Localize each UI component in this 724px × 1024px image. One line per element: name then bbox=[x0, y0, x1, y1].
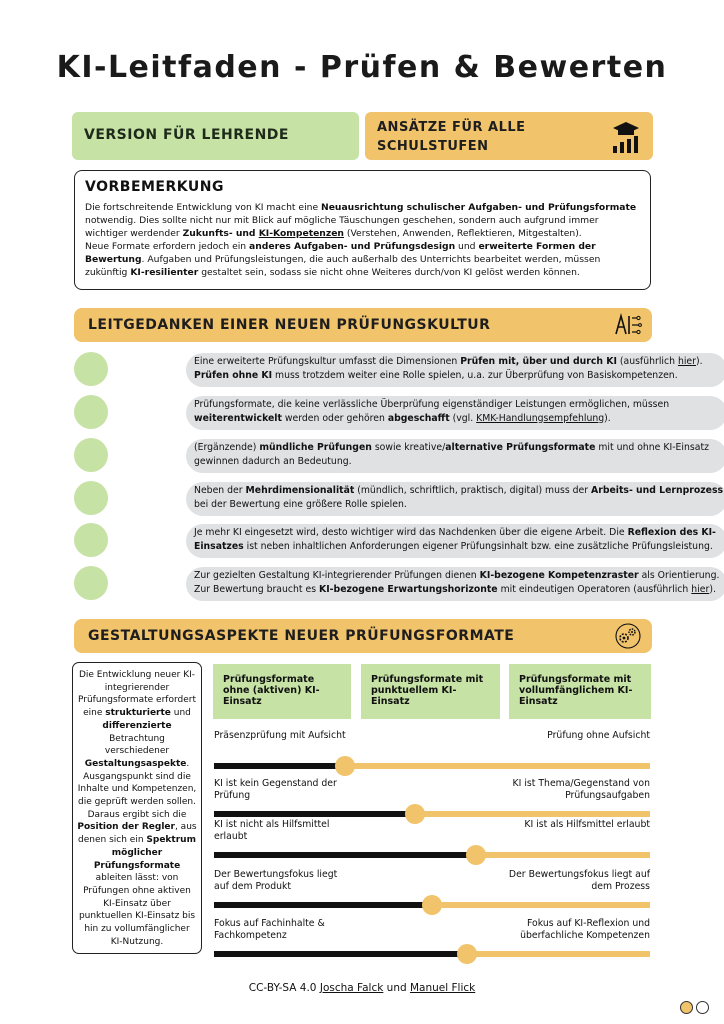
kmk-link[interactable]: KMK-Handlungsempfehlung bbox=[476, 412, 605, 424]
slider-fill bbox=[214, 852, 476, 858]
scope-tag bbox=[365, 112, 653, 160]
slider-left-label: Präsenzprüfung mit Aufsicht bbox=[214, 730, 346, 741]
scope-label: ANSÄTZE FÜR ALLE SCHULSTUFEN bbox=[377, 120, 526, 154]
column-header-partial-ai: Prüfungsformate mit punktuellem KI-Einsatz bbox=[361, 664, 500, 719]
preface-heading: VORBEMERKUNG bbox=[85, 179, 224, 195]
guideline-item bbox=[74, 438, 709, 472]
guideline-text: (Ergänzende) mündliche Prüfungen sowie kreative/alternative Prüfungsformate mit und ohne KI-Einsatz gewinnen dadurch an Bedeutung. bbox=[194, 442, 709, 467]
slider-row bbox=[214, 819, 650, 869]
slider-right-label: Der Bewertungsfokus liegt auf dem Prozess bbox=[508, 869, 650, 892]
slider-right-label: Prüfung ohne Aufsicht bbox=[547, 730, 650, 741]
page-indicator bbox=[680, 999, 712, 1018]
page-dot[interactable] bbox=[696, 1001, 709, 1014]
slider-fill bbox=[214, 951, 467, 957]
ki-kompetenzen-link[interactable]: KI-Kompetenzen bbox=[258, 228, 344, 239]
hier-link[interactable]: hier bbox=[677, 356, 696, 367]
audience-tag bbox=[72, 112, 359, 160]
guideline-text: Zur gezielten Gestaltung KI-integrierender Prüfungen dienen KI-bezogene Kompetenzraster als Orientierung. Zur Bewertung braucht es KI-bezogene Erwartungshorizonte mit eindeutigen Operatoren (ausführlich hier). bbox=[194, 570, 720, 595]
guideline-item bbox=[74, 395, 670, 429]
slider-left-label: Fokus auf Fachinhalte & Fachkompetenz bbox=[214, 918, 325, 941]
slider-right-label: Fokus auf KI-Reflexion und überfachliche Kompetenzen bbox=[520, 918, 650, 941]
page-dot-active[interactable] bbox=[680, 1001, 693, 1014]
guideline-text: Prüfungsformate, die keine verlässliche Überprüfung eigenständiger Leistungen ermöglichen, müssen weiterentwickelt werden oder gehören abgeschafft (vgl. KMK-Handlungsempfehlung). bbox=[194, 399, 670, 424]
slider-left-label: Der Bewertungsfokus liegt auf dem Produkt bbox=[214, 869, 338, 892]
slider-left-label: KI ist nicht als Hilfsmittel erlaubt bbox=[214, 819, 330, 842]
license-footer: CC-BY-SA 4.0 Joscha Falck und Manuel Flick bbox=[248, 982, 476, 994]
audience-label: VERSION FÜR LEHRENDE bbox=[84, 127, 289, 143]
guideline-item bbox=[74, 352, 703, 386]
slider-right-label: KI ist Thema/Gegenstand von Prüfungsaufgaben bbox=[512, 778, 650, 801]
guideline-text: Eine erweiterte Prüfungskultur umfasst die Dimensionen Prüfen mit, über und durch KI (ausführlich hier). Prüfen ohne KI muss trotzdem weiter eine Rolle spielen, u.a. zur Überprüfung von Basiskompetenzen. bbox=[194, 356, 703, 381]
slider-row bbox=[214, 918, 650, 968]
slider-left-label: KI ist kein Gegenstand der Prüfung bbox=[214, 778, 337, 801]
guideline-item bbox=[74, 566, 720, 600]
author-link[interactable]: Joscha Falck bbox=[319, 982, 384, 994]
slider-fill bbox=[214, 763, 345, 769]
slider-fill bbox=[214, 811, 415, 817]
bullet-dot bbox=[74, 352, 108, 386]
slider-row bbox=[214, 730, 650, 780]
column-header-no-ai: Prüfungsformate ohne (aktiven) KI-Einsatz bbox=[213, 664, 351, 719]
design-heading: GESTALTUNGSASPEKTE NEUER PRÜFUNGSFORMATE bbox=[88, 628, 515, 644]
preface-text: Die fortschreitende Entwicklung von KI macht eine Neuausrichtung schulischer Aufgaben- und Prüfungsformate notwendig. Dies sollte nicht nur mit Blick auf mögliche Täuschungen geschehen, sondern auch aufgrund immer wichtiger werdender Zukunfts- und KI-Kompetenzen (Verstehen, Anwenden, Reflektieren, Mitgestalten). Neue Formate erfordern jedoch ein anderes Aufgaben- und Prüfungsdesign und erweiterte Formen der Bewertung. Aufgaben und Prüfungsleistungen, die auch außerhalb des Unterrichts bearbeitet werden, müssen zukünftig KI-resilienter gestaltet sein, sodass sie nicht ohne Weiteres durch/von KI gelöst werden können. bbox=[85, 202, 637, 278]
bullet-dot bbox=[74, 395, 108, 429]
page-title: KI-Leitfaden - Prüfen & Bewerten bbox=[56, 50, 668, 85]
preface-box bbox=[74, 170, 651, 290]
guideline-text: Neben der Mehrdimensionalität (mündlich, schriftlich, praktisch, digital) muss der Arbeits- und Lernprozess bei der Bewertung eine größere Rolle spielen. bbox=[194, 485, 724, 510]
bullet-dot bbox=[74, 523, 108, 557]
ai-circuit-icon bbox=[614, 312, 642, 338]
author-link[interactable]: Manuel Flick bbox=[409, 982, 476, 994]
design-description: Die Entwicklung neuer KI-integrierender Prüfungsformate erfordert eine strukturierte und differenzierte Betrachtung verschiedener Gestaltungsaspekte. Ausgangspunkt sind die Inhalte und Kompetenzen, die geprüft werden sollen. Daraus ergibt sich die Position der Regler, aus denen sich ein Spektrum möglicher Prüfungsformate ableiten lässt: von Prüfungen ohne aktiven KI-Einsatz über punktuellen KI-Einsatz bis hin zu vollumfänglicher KI-Nutzung. bbox=[72, 662, 202, 954]
design-header bbox=[74, 619, 652, 653]
slider-fill bbox=[214, 902, 432, 908]
gears-icon bbox=[614, 623, 642, 649]
guideline-text: Je mehr KI eingesetzt wird, desto wichtiger wird das Nachdenken über die eigene Arbeit. Die Reflexion des KI-Einsatzes ist neben inhaltlichen Anforderungen eigener Prüfungsinhalt bzw. eine zusätzliche Prüfungsleistung. bbox=[194, 527, 716, 552]
guidelines-header bbox=[74, 308, 652, 342]
slider-right-label: KI ist als Hilfsmittel erlaubt bbox=[524, 819, 650, 830]
guideline-item bbox=[74, 481, 724, 515]
bullet-dot bbox=[74, 438, 108, 472]
graduation-chart-icon bbox=[609, 120, 643, 154]
bullet-dot bbox=[74, 481, 108, 515]
column-header-full-ai: Prüfungsformate mit vollumfänglichem KI-Einsatz bbox=[509, 664, 651, 719]
bullet-dot bbox=[74, 566, 108, 600]
slider-knob[interactable] bbox=[335, 756, 355, 776]
slider-row bbox=[214, 869, 650, 919]
slider-knob[interactable] bbox=[422, 895, 442, 915]
slider-knob[interactable] bbox=[466, 845, 486, 865]
guideline-item bbox=[74, 523, 716, 557]
hier-link[interactable]: hier bbox=[691, 583, 710, 595]
guidelines-heading: LEITGEDANKEN EINER NEUEN PRÜFUNGSKULTUR bbox=[88, 317, 491, 333]
slider-knob[interactable] bbox=[457, 944, 477, 964]
